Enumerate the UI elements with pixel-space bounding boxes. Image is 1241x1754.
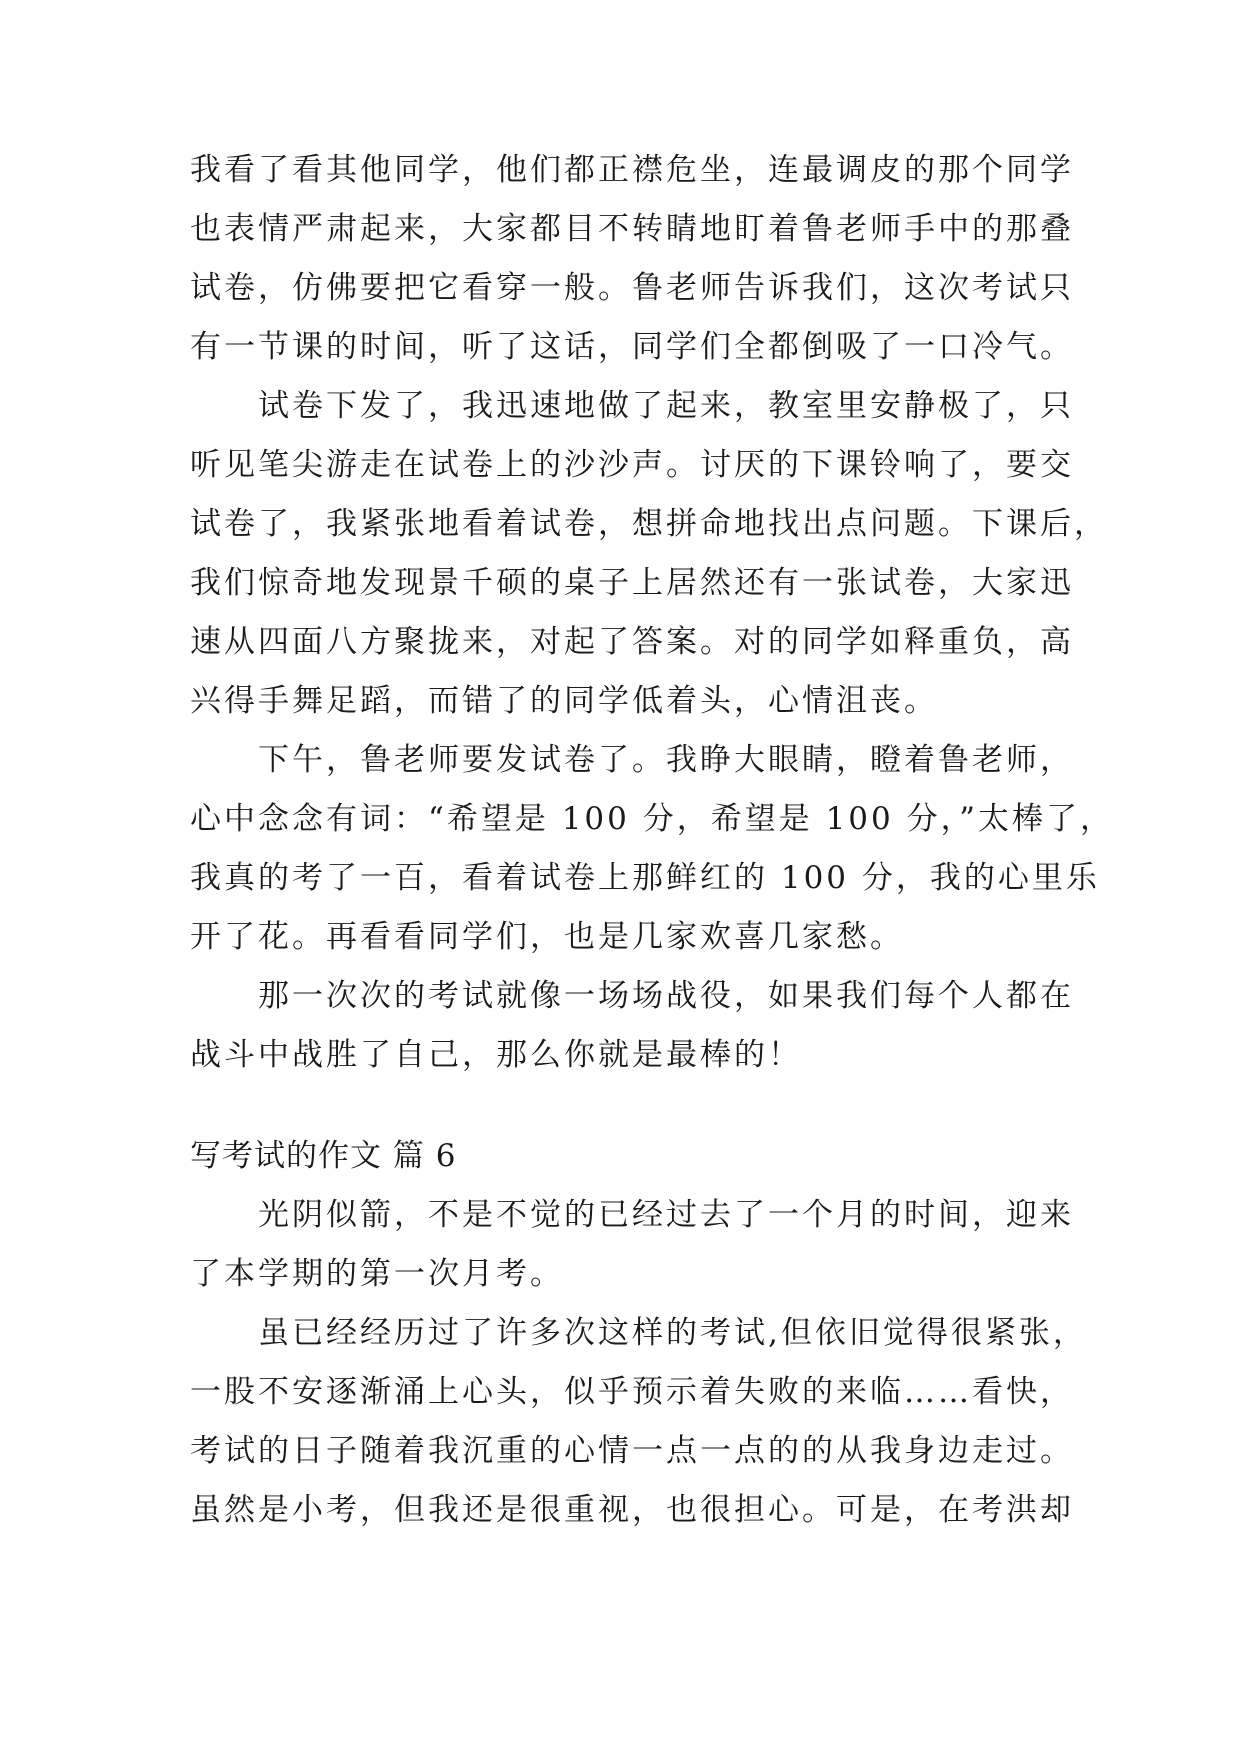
text-line: 开了花。再看看同学们，也是几家欢喜几家愁。 (190, 919, 904, 955)
text-line: 我们惊奇地发现景千硕的桌子上居然还有一张试卷，大家迅 (190, 565, 1074, 601)
text-line: 试卷下发了，我迅速地做了起来，教室里安静极了，只 (190, 388, 1074, 424)
text-line: 战斗中战胜了自己，那么你就是最棒的！ (190, 1037, 802, 1073)
text-line: 也表情严肃起来，大家都目不转睛地盯着鲁老师手中的那叠 (190, 211, 1074, 247)
text-line: 听见笔尖游走在试卷上的沙沙声。讨厌的下课铃响了，要交 (190, 447, 1074, 483)
text-line: 下午，鲁老师要发试卷了。我睁大眼睛，瞪着鲁老师， (190, 742, 1074, 778)
text-line: 虽已经经历过了许多次这样的考试,但依旧觉得很紧张， (190, 1315, 1087, 1351)
text-line: 考试的日子随着我沉重的心情一点一点的的从我身边走过。 (190, 1433, 1074, 1469)
text-line: 了本学期的第一次月考。 (190, 1256, 564, 1292)
text-line: 光阴似箭，不是不觉的已经过去了一个月的时间，迎来 (190, 1197, 1074, 1233)
text-line: 那一次次的考试就像一场场战役，如果我们每个人都在 (190, 978, 1074, 1014)
text-line: 有一节课的时间，听了这话，同学们全都倒吸了一口冷气。 (190, 329, 1074, 365)
text-line: 速从四面八方聚拢来，对起了答案。对的同学如释重负，高 (190, 624, 1074, 660)
text-line: 一股不安逐渐涌上心头，似乎预示着失败的来临……看快， (190, 1374, 1074, 1410)
text-line: 我真的考了一百，看着试卷上那鲜红的 100 分，我的心里乐 (190, 860, 1100, 896)
text-line: 我看了看其他同学，他们都正襟危坐，连最调皮的那个同学 (190, 152, 1074, 188)
text-line: 兴得手舞足蹈，而错了的同学低着头，心情沮丧。 (190, 683, 938, 719)
text-line: 虽然是小考，但我还是很重视，也很担心。可是，在考洪却 (190, 1492, 1074, 1528)
section-heading: 写考试的作文 篇 6 (190, 1138, 457, 1174)
text-line: 试卷了，我紧张地看着试卷，想拼命地找出点问题。下课后， (190, 506, 1108, 542)
text-line: 心中念念有词：“希望是 100 分，希望是 100 分，”太棒了， (190, 801, 1114, 837)
text-line: 试卷，仿佛要把它看穿一般。鲁老师告诉我们，这次考试只 (190, 270, 1074, 306)
